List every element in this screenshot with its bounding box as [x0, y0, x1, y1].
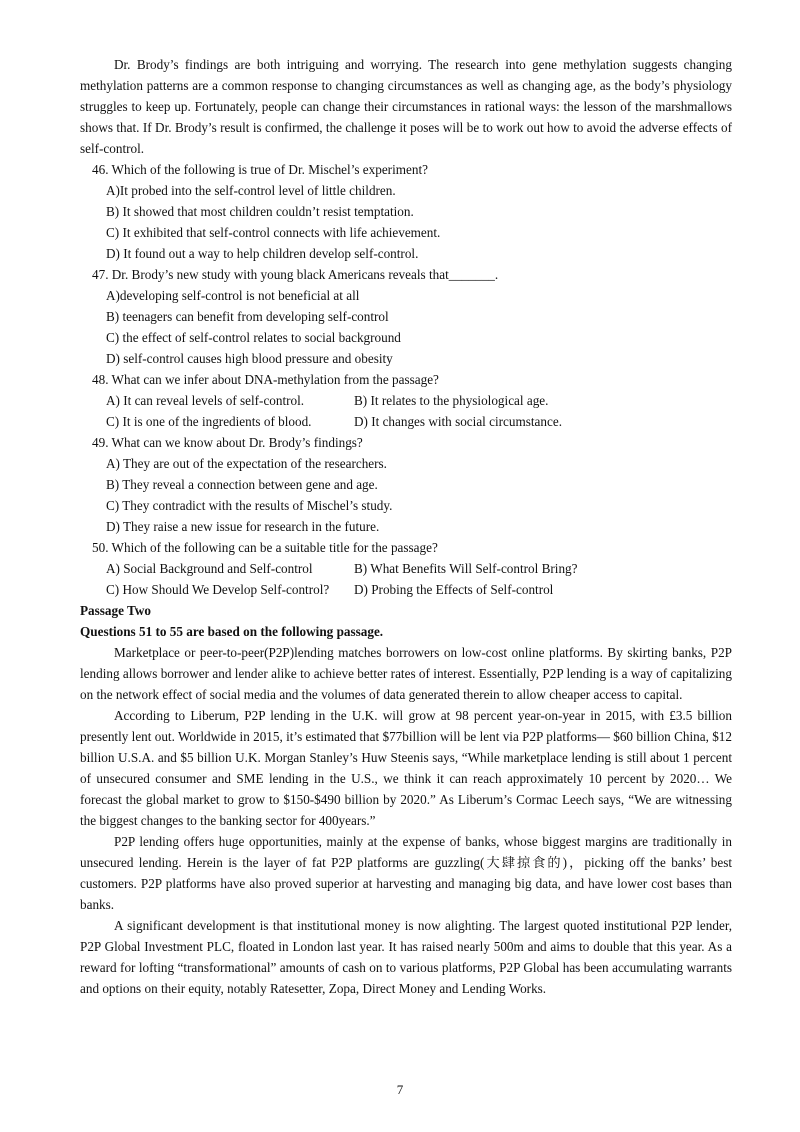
- option-b: B) It relates to the physiological age.: [354, 393, 549, 408]
- option-row: [80, 558, 732, 579]
- question-50: [80, 537, 732, 600]
- option-a: A) They are out of the expectation of the researchers.: [106, 456, 387, 471]
- option-c: C) It exhibited that self-control connects with life achievement.: [106, 225, 441, 240]
- option-c: C) the effect of self-control relates to social background: [106, 330, 401, 345]
- passage-two-paragraph-4: A significant development is that institutional money is now alighting. The largest quoted institutional P2P lender, P2P Global Investment PLC, floated in London last year. It has raised nearly 500m and aims to double that this year. As a reward for lofting “transformational” amounts of cash on to various platforms, P2P Global has been accumulating warrants and options on their equity, notably Ratesetter, Zopa, Direct Money and Lending Works.: [80, 918, 732, 996]
- passage-two-heading: Passage Two: [80, 603, 151, 618]
- question-stem: 48. What can we infer about DNA-methylation from the passage?: [92, 372, 439, 387]
- option-a: A) It can reveal levels of self-control.: [106, 393, 305, 408]
- question-stem: 50. Which of the following can be a suitable title for the passage?: [92, 540, 438, 555]
- passage-two-paragraph-2: According to Liberum, P2P lending in the U.K. will grow at 98 percent year-on-year in 2015, with £3.5 billion presently lent out. Worldwide in 2015, it’s estimated that $77billion will be lent via P2P platforms— $60 billion China, $12 billion U.S.A. and $5 billion U.K. Morgan Stanley’s Huw Steenis says, “While marketplace lending is still about 1 percent of unsecured consumer and SME lending in the U.S., we think it can reach approximately 10 percent by 2020… We forecast the global market to grow to $150-$490 billion by 2020.” As Liberum’s Cormac Leech says, “We are witnessing the biggest changes to the banking sector for 400years.”: [80, 708, 732, 828]
- question-47: [80, 264, 732, 369]
- option-row: [80, 411, 732, 432]
- option-d: D) They raise a new issue for research in the future.: [106, 519, 380, 534]
- question-49: [80, 432, 732, 537]
- option-a: A)developing self-control is not beneficial at all: [106, 288, 360, 303]
- option-b: B) It showed that most children couldn’t resist temptation.: [106, 204, 414, 219]
- passage-two-paragraph-3: P2P lending offers huge opportunities, mainly at the expense of banks, whose biggest margins are traditionally in unsecured lending. Herein is the layer of fat P2P platforms are guzzling(大肆掠食的)，picking off the banks’ best customers. P2P platforms have also proved superior at harvesting and managing big data, and have lower cost bases than banks.: [80, 834, 732, 912]
- option-d: D) self-control causes high blood pressure and obesity: [106, 351, 393, 366]
- option-row: [80, 579, 732, 600]
- question-46: [80, 159, 732, 264]
- passage-two-paragraph-1: Marketplace or peer-to-peer(P2P)lending matches borrowers on low-cost online platforms. By skirting banks, P2P lending allows borrower and lender alike to achieve better rates of interest. Essentially, P2P lending is a way of capitalizing on the network effect of social media and the volumes of data generated therein to allow cheaper access to capital.: [80, 645, 732, 702]
- option-row: [80, 390, 732, 411]
- option-b: B) teenagers can benefit from developing self-control: [106, 309, 389, 324]
- option-c: C) How Should We Develop Self-control?: [106, 582, 330, 597]
- option-d: D) It found out a way to help children develop self-control.: [106, 246, 419, 261]
- passage-one-closing-paragraph: Dr. Brody’s findings are both intriguing and worrying. The research into gene methylation suggests changing methylation patterns are a common response to changing circumstances as well as changing age, as the body’s physiology struggles to keep up. Fortunately, people can change their circumstances in rational ways: the lesson of the marshmallows shows that. If Dr. Brody’s result is confirmed, the challenge it poses will be to work out how to avoid the adverse effects of self-control.: [80, 57, 732, 156]
- option-b: B) What Benefits Will Self-control Bring?: [354, 561, 578, 576]
- option-d: D) It changes with social circumstance.: [354, 414, 562, 429]
- option-b: B) They reveal a connection between gene and age.: [106, 477, 378, 492]
- question-stem: 49. What can we know about Dr. Brody’s findings?: [92, 435, 363, 450]
- option-a: A)It probed into the self-control level of little children.: [106, 183, 396, 198]
- question-stem: 47. Dr. Brody’s new study with young black Americans reveals that_______.: [92, 267, 499, 282]
- page-number: 7: [396, 1082, 404, 1097]
- option-c: C) They contradict with the results of Mischel’s study.: [106, 498, 393, 513]
- option-a: A) Social Background and Self-control: [106, 561, 313, 576]
- option-c: C) It is one of the ingredients of blood.: [106, 414, 312, 429]
- passage-two-instruction: Questions 51 to 55 are based on the following passage.: [80, 624, 384, 639]
- question-48: [80, 369, 732, 432]
- document-page: [80, 54, 732, 999]
- option-d: D) Probing the Effects of Self-control: [354, 582, 554, 597]
- question-stem: 46. Which of the following is true of Dr. Mischel’s experiment?: [92, 162, 428, 177]
